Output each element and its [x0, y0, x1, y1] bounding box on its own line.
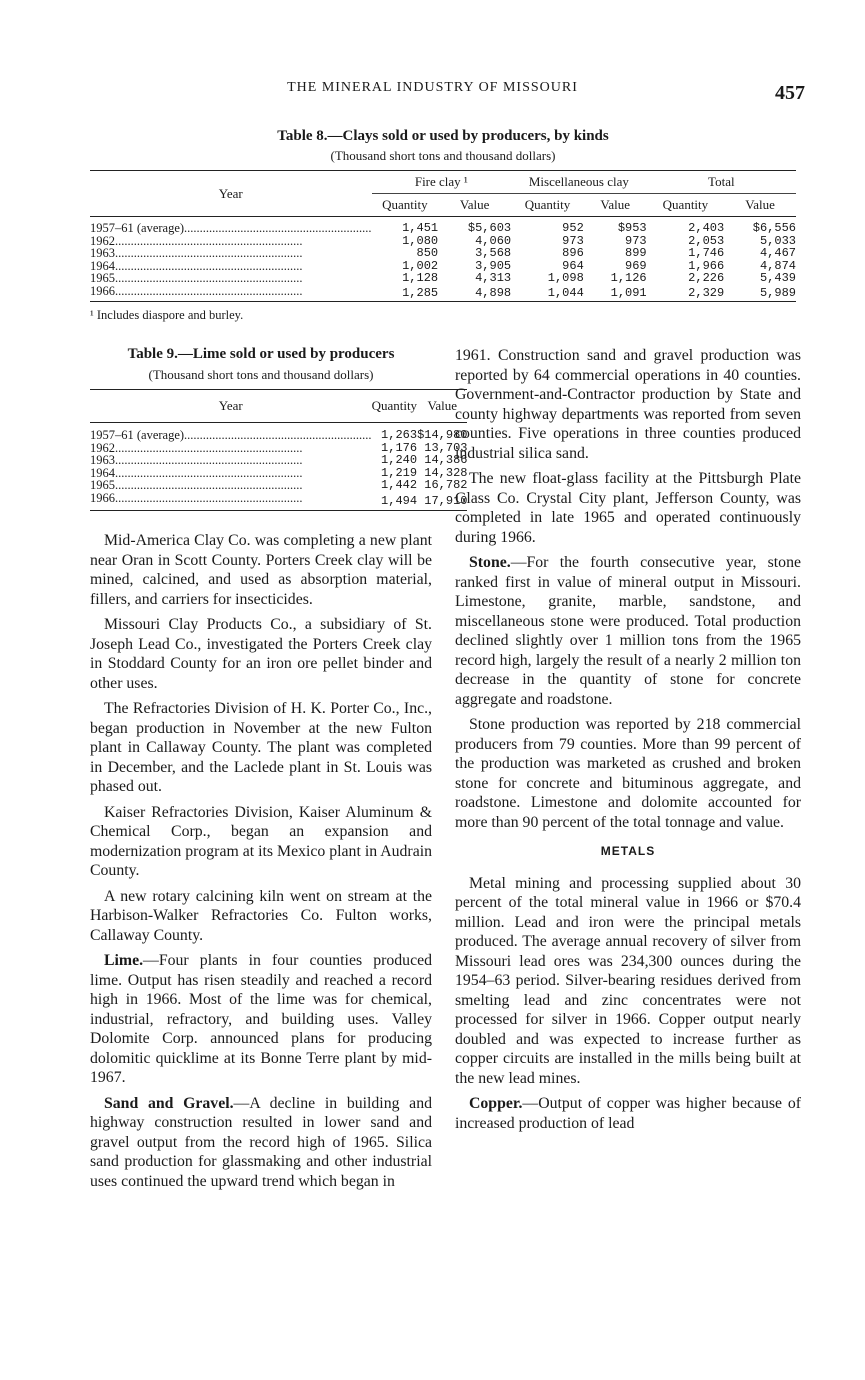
- table-9: [90, 389, 467, 511]
- row-year: 1964............................................................: [90, 466, 303, 479]
- cell: 1,128: [402, 271, 439, 285]
- cell: 1,091: [610, 285, 647, 300]
- paragraph: Mid-America Clay Co. was completing a new plant near Oran in Scott County. Porters Creek clay will be mined, calcined, and used as absorption material, fillers, and carriers for insecticides.: [90, 532, 432, 608]
- cell: 896: [562, 246, 584, 260]
- table-8: [90, 170, 796, 302]
- misc-clay-header: Miscellaneous clay: [511, 171, 647, 194]
- paragraph: A new rotary calcining kiln went on stream at the Harbison-Walker Refractories Co. Fulton works, Callaway County.: [90, 887, 432, 944]
- running-head: THE MINERAL INDUSTRY OF MISSOURI: [287, 80, 578, 95]
- cell: 1,240: [381, 453, 418, 467]
- table-9-title: Table 9.—Lime sold or used by producers: [127, 346, 395, 362]
- cell: 2,053: [688, 233, 725, 248]
- total-header: Total: [647, 171, 796, 194]
- row-year: 1963............................................................: [90, 247, 303, 260]
- lime-heading: Lime.: [104, 952, 144, 969]
- cell: 14,386: [424, 453, 468, 467]
- table-8-title: Table 8.—Clays sold or used by producers, by kinds: [277, 128, 609, 144]
- sand-gravel-text: —A decline in building and highway construction resulted in lower sand and gravel output from the record high of 1965. Silica sand production for glassmaking and other industrial uses continued the upward trend which began in: [90, 1094, 432, 1190]
- col-header: Value: [745, 197, 775, 212]
- row-year: 1962............................................................: [90, 234, 303, 247]
- col-header: Value: [600, 197, 631, 212]
- table-row: [90, 247, 796, 260]
- cell: 1,080: [402, 233, 439, 248]
- cell: $6,556: [752, 221, 796, 235]
- stone-heading: Stone.: [469, 554, 511, 571]
- paragraph-copper: [455, 1094, 801, 1133]
- table-row: [90, 479, 467, 492]
- cell: 1,263: [381, 428, 418, 442]
- cell: 5,439: [759, 271, 796, 285]
- cell: 952: [562, 221, 584, 235]
- table-8-subtitle: (Thousand short tons and thousand dollars): [330, 148, 556, 163]
- cell: 17,910: [424, 493, 468, 508]
- cell: 3,905: [475, 258, 512, 273]
- paragraph: Missouri Clay Products Co., a subsidiary of St. Joseph Lead Co., investigated the Porters Creek clay in Stoddard County for an iron ore pellet binder and other uses.: [90, 616, 432, 692]
- cell: 964: [562, 258, 584, 273]
- cell: $5,603: [467, 221, 512, 235]
- table-row: [90, 454, 467, 467]
- cell: 1,002: [402, 258, 439, 273]
- right-column: [455, 346, 801, 1139]
- cell: 1,285: [402, 285, 439, 300]
- cell: 3,568: [475, 246, 512, 260]
- paragraph-sand-gravel: [90, 1094, 432, 1192]
- cell: 973: [562, 233, 584, 248]
- table-row: [90, 285, 796, 302]
- row-year: 1957–61 (average)............................................................: [90, 222, 372, 235]
- year-header: Year: [218, 185, 243, 201]
- cell: 1,451: [402, 221, 439, 235]
- cell: 4,060: [475, 233, 512, 248]
- table-9-subtitle: (Thousand short tons and thousand dollars): [148, 367, 374, 382]
- page-number: 457: [775, 82, 805, 104]
- table-row: [90, 272, 796, 285]
- row-year: 1962............................................................: [90, 441, 303, 454]
- cell: 1,494: [381, 493, 418, 508]
- cell: 1,966: [688, 258, 725, 273]
- paragraph-stone: [455, 553, 801, 709]
- cell: $14,980: [417, 428, 468, 442]
- cell: 1,098: [547, 271, 584, 285]
- sand-gravel-heading: Sand and Gravel.: [104, 1094, 234, 1112]
- cell: 1,176: [381, 440, 418, 455]
- stone-text: —For the fourth consecutive year, stone ranked first in value of mineral output in Missouri. Limestone, granite, marble, sandstone, and miscellaneous stone were produced. Total production declined slightly over 1 million tons from the 1965 record high, largely the result of a nearly 2 million ton decrease in the quantity of stone for concrete aggregate and roadstone.: [455, 554, 801, 708]
- cell: 5,033: [759, 233, 796, 248]
- lime-text: —Four plants in four counties produced lime. Output has risen steadily and reached a record high in 1966. Most of the lime was for chemical, industrial, refractory, and building uses. Valley Dolomite Corp. announced plans for producing dolomitic quicklime at its Bonne Terre plant by mid-1967.: [90, 952, 432, 1086]
- row-year: 1964............................................................: [90, 259, 303, 272]
- cell: 2,226: [688, 271, 725, 285]
- cell: $953: [617, 221, 647, 235]
- table-row: [90, 222, 796, 235]
- row-year: 1957–61 (average)............................................................: [90, 429, 372, 442]
- cell: 1,044: [547, 285, 584, 300]
- paragraph: Kaiser Refractories Division, Kaiser Aluminum & Chemical Corp., began an expansion and modernization program at its Mexico plant in Audrain County.: [90, 803, 432, 879]
- cell: 969: [625, 258, 647, 273]
- table-8-block: [90, 128, 796, 323]
- paragraph: 1961. Construction sand and gravel production was reported by 64 commercial operations in 40 counties. Government-and-Contractor production by State and county highway departments was reported from seven counties. Five operations in three counties produced industrial silica sand.: [455, 347, 801, 462]
- cell: 1,746: [688, 246, 725, 260]
- left-body-text: [90, 531, 432, 1191]
- cell: 1,442: [381, 478, 418, 492]
- paragraph: The Refractories Division of H. K. Porter Co., Inc., began production in November at the new Fulton plant in Callaway County. The plant was completed in December, and the Laclede plant in St. Louis was phased out.: [90, 700, 432, 795]
- copper-heading: Copper.: [469, 1095, 523, 1112]
- cell: 4,898: [475, 285, 512, 300]
- row-year: 1963............................................................: [90, 454, 303, 467]
- cell: 899: [625, 246, 647, 260]
- col-header: Quantity: [382, 197, 428, 212]
- paragraph-lime: [90, 951, 432, 1088]
- cell: 2,329: [688, 285, 725, 300]
- cell: 1,126: [610, 271, 647, 285]
- cell: 4,467: [759, 246, 796, 260]
- cell: 5,989: [759, 285, 796, 300]
- table-row: [90, 429, 467, 442]
- paragraph: Metal mining and processing supplied about 30 percent of the total mineral value in 1966 or $70.4 million. Lead and iron were the principal metals produced. The average annual recovery of silver from Missouri lead ores was 234,300 ounces during the 1954–63 period. Silver-bearing residues derived from smelting lead and zinc concentrates were not processed for silver in 1966. Copper output nearly doubled and was expected to increase further as copper circuits are installed in the mills being built at the new lead mines.: [455, 874, 801, 1087]
- paragraph: Stone production was reported by 218 commercial producers from 79 counties. More than 99 percent of the production was marketed as crushed and broken stone for concrete and bituminous aggregate, and roadstone. Limestone and dolomite accounted for more than 90 percent of the total tonnage and value.: [455, 716, 801, 831]
- cell: 850: [416, 246, 439, 260]
- cell: 14,328: [424, 465, 468, 480]
- left-column: [90, 346, 468, 1197]
- cell: 4,874: [759, 258, 796, 273]
- cell: 4,313: [475, 271, 512, 285]
- metals-heading: METALS: [600, 844, 656, 858]
- cell: 13,703: [424, 440, 468, 455]
- cell: 2,403: [688, 221, 725, 235]
- col-header: Quantity: [524, 197, 571, 212]
- year-header: Year: [218, 398, 243, 413]
- col-header: Quantity: [662, 197, 709, 212]
- row-year: 1965............................................................: [90, 272, 303, 285]
- table-row: [90, 492, 467, 511]
- cell: 16,782: [424, 478, 468, 492]
- copper-text: —Output of copper was higher because of increased production of lead: [455, 1095, 801, 1132]
- row-year: 1966............................................................: [90, 491, 303, 505]
- cell: 973: [625, 233, 647, 248]
- row-year: 1965............................................................: [90, 479, 303, 492]
- table-8-footnote: ¹ Includes diaspore and burley.: [90, 308, 244, 322]
- row-year: 1966............................................................: [90, 284, 303, 298]
- quantity-header: Quantity: [371, 398, 418, 413]
- fire-clay-header: Fire clay ¹: [372, 171, 512, 194]
- paragraph: The new float-glass facility at the Pittsburgh Plate Glass Co. Crystal City plant, Jefferson County, was completed in late 1965 and operated continuously during 1966.: [455, 470, 801, 546]
- value-header: Value: [427, 398, 458, 413]
- col-header: Value: [459, 197, 490, 212]
- cell: 1,219: [381, 465, 418, 480]
